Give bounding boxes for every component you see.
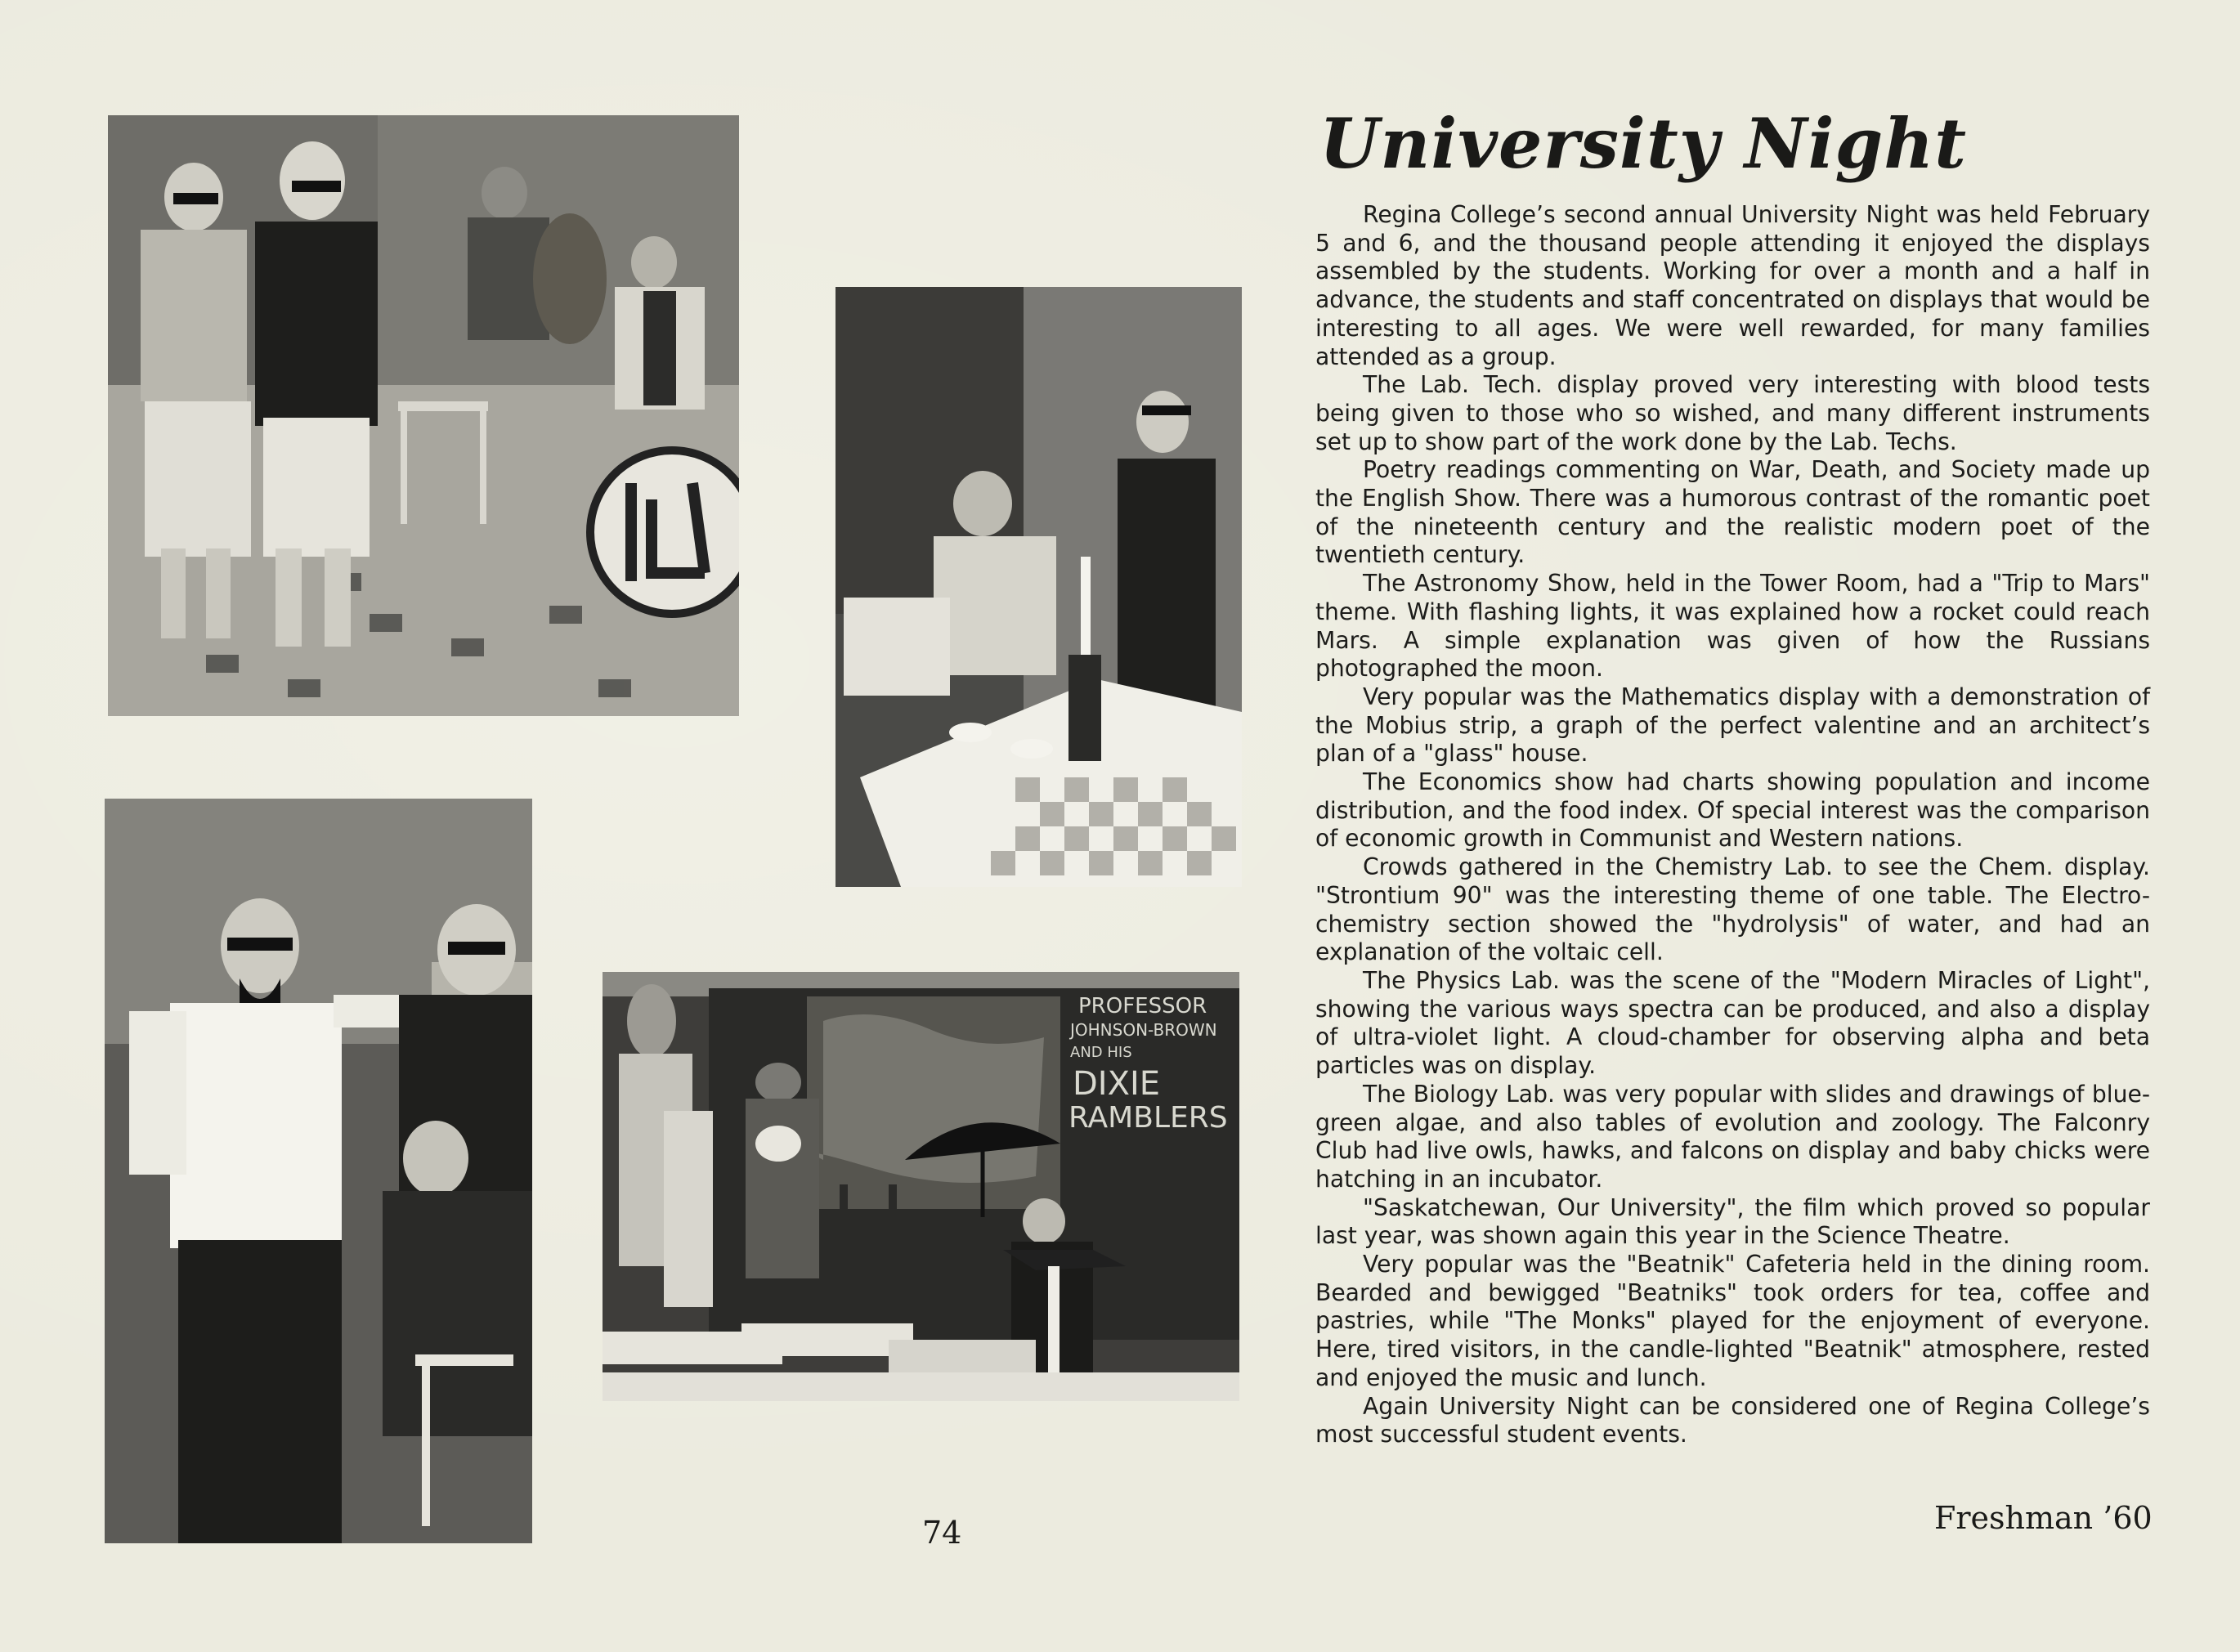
paragraph: The Economics show had charts showing population and income distribution, and the food index. Of special interest was the comparison of economic growth in Communist and Western nations. bbox=[1315, 768, 2150, 853]
paragraph: "Saskatchewan, Our University", the film which proved so popular last year, was shown again this year in the Science Theatre. bbox=[1315, 1193, 2150, 1250]
article-signature: Freshman ’60 bbox=[1934, 1500, 2153, 1536]
photo-cafeteria-image bbox=[836, 287, 1242, 887]
photo-band-dancers bbox=[108, 115, 739, 716]
paragraph: Very popular was the "Beatnik" Cafeteria held in the dining room. Bearded and bewigged "Beatniks" took orders for tea, coffee and pastries, while "The Monks" played for the enjoyment of everyone. Here, tired visitors, in the candle-lighted "Beatnik" atmosphere, rested and enjoyed the music and lunch. bbox=[1315, 1251, 2150, 1391]
photo-cafeteria bbox=[836, 287, 1242, 887]
paragraph: The Physics Lab. was the scene of the "Modern Miracles of Light", showing the various ways spectra can be produced, and also a display of ultra-violet light. A cloud-chamber for observing alpha and beta particles was on display. bbox=[1315, 966, 2150, 1080]
blackboard-line-1: PROFESSOR bbox=[1078, 994, 1207, 1019]
blackboard-line-3: AND HIS bbox=[1070, 1044, 1132, 1061]
paragraph: The Astronomy Show, held in the Tower Room, had a "Trip to Mars" theme. With flashing lights, it was explained how a rocket could reach Mars. A simple explanation was given of how the Russians photographed the moon. bbox=[1315, 570, 2150, 683]
paragraph: Very popular was the Mathematics display with a demonstration of the Mobius strip, a graph of the perfect valentine and an architect’s plan of a "glass" house. bbox=[1315, 683, 2150, 768]
photo-band-dancers-image bbox=[108, 115, 739, 716]
photo-beatniks bbox=[105, 799, 532, 1543]
blackboard-line-2: JOHNSON-BROWN bbox=[1070, 1020, 1217, 1040]
photo-beatniks-image bbox=[105, 799, 532, 1543]
photo-dixie-ramblers-image bbox=[603, 972, 1239, 1401]
paragraph: The Lab. Tech. display proved very interesting with blood tests being given to those who so wished, and many different instruments set up to show part of the work done by the Lab. Techs. bbox=[1315, 371, 2150, 455]
article-body bbox=[1315, 201, 2150, 1449]
paragraph: Again University Night can be considered one of Regina College’s most successful student events. bbox=[1315, 1392, 2150, 1448]
blackboard-line-5: RAMBLERS bbox=[1068, 1101, 1228, 1135]
paragraph: Regina College’s second annual University Night was held February 5 and 6, and the thousand people attending it enjoyed the displays assembled by the students. Working for over a month and a half in advance, the students and staff concentrated on displays that would be interesting to all ages. We were well rewarded, for many families attended as a group. bbox=[1315, 201, 2150, 370]
paragraph: Crowds gathered in the Chemistry Lab. to see the Chem. display. "Strontium 90" was the interesting theme of one table. The Electro-chemistry section showed the "hydrolysis" of water, and had an explanation of the voltaic cell. bbox=[1315, 853, 2150, 966]
article-title: University Night bbox=[1319, 103, 1968, 184]
paragraph: Poetry readings commenting on War, Death, and Society made up the English Show. There was a humorous contrast of the romantic poet of the nineteenth century and the realistic modern poet of the twentieth century. bbox=[1315, 456, 2150, 569]
blackboard-line-4: DIXIE bbox=[1073, 1065, 1161, 1103]
paragraph: The Biology Lab. was very popular with slides and drawings of blue-green algae, and also tables of evolution and zoology. The Falconry Club had live owls, hawks, and falcons on display and baby chicks were hatching in an incubator. bbox=[1315, 1080, 2150, 1193]
photo-dixie-ramblers bbox=[603, 972, 1239, 1401]
page-number: 74 bbox=[922, 1515, 962, 1551]
